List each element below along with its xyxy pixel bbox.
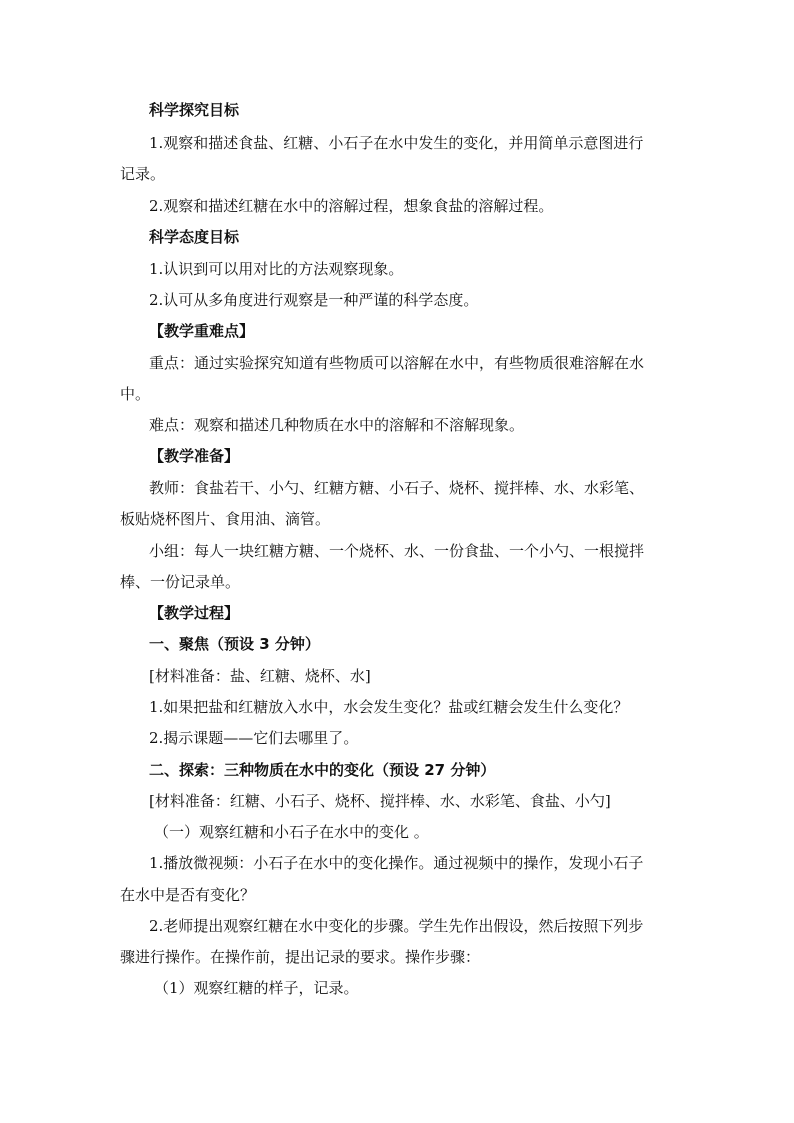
paragraph-line: 2.认可从多角度进行观察是一种严谨的科学态度。 (149, 291, 479, 309)
paragraph-line: 棒、一份记录单。 (120, 573, 241, 591)
paragraph-line: 1.播放微视频：小石子在水中的变化操作。通过视频中的操作，发现小石子 (149, 854, 644, 872)
paragraph-line: 1.认识到可以用对比的方法观察现象。 (149, 260, 404, 278)
heading-teaching-preparation: 【教学准备】 (149, 447, 240, 465)
paragraph-line: 1.如果把盐和红糖放入水中，水会发生变化？盐或红糖会发生什么变化？ (149, 698, 629, 716)
heading-section-focus: 一、聚焦（预设 3 分钟） (149, 635, 320, 653)
paragraph-line: 教师：食盐若干、小勺、红糖方糖、小石子、烧杯、搅拌棒、水、水彩笔、 (149, 479, 645, 497)
heading-science-inquiry-goals: 科学探究目标 (149, 101, 240, 119)
heading-key-difficulties: 【教学重难点】 (149, 322, 255, 340)
paragraph-line: （1）观察红糖的样子，记录。 (154, 979, 359, 997)
paragraph-line: 中。 (120, 385, 151, 403)
heading-section-explore: 二、探索：三种物质在水中的变化（预设 27 分钟） (149, 761, 496, 779)
paragraph-line: 在水中是否有变化？ (120, 886, 256, 904)
paragraph-line: 难点：观察和描述几种物质在水中的溶解和不溶解现象。 (149, 416, 525, 434)
paragraph-line: 1.观察和描述食盐、红糖、小石子在水中发生的变化，并用简单示意图进行 (149, 134, 644, 152)
paragraph-line: [材料准备：盐、红糖、烧杯、水] (149, 667, 371, 685)
paragraph-line: 重点：通过实验探究知道有些物质可以溶解在水中，有些物质很难溶解在水 (149, 354, 645, 372)
paragraph-line: 2.老师提出观察红糖在水中变化的步骤。学生先作出假设，然后按照下列步 (149, 917, 644, 935)
paragraph-line: 骤进行操作。在操作前，提出记录的要求。操作步骤： (120, 948, 481, 966)
heading-teaching-process: 【教学过程】 (149, 604, 240, 622)
paragraph-line: 2.揭示课题——它们去哪里了。 (149, 729, 359, 747)
paragraph-line: （一）观察红糖和小石子在水中的变化 。 (154, 823, 429, 841)
paragraph-line: [材料准备：红糖、小石子、烧杯、搅拌棒、水、水彩笔、食盐、小勺] (149, 792, 611, 810)
paragraph-line: 板贴烧杯图片、食用油、滴管。 (120, 510, 331, 528)
paragraph-line: 小组：每人一块红糖方糖、一个烧杯、水、一份食盐、一个小勺、一根搅拌 (149, 542, 645, 560)
paragraph-line: 2.观察和描述红糖在水中的溶解过程，想象食盐的溶解过程。 (149, 197, 554, 215)
paragraph-line: 记录。 (120, 165, 166, 183)
heading-science-attitude-goals: 科学态度目标 (149, 228, 240, 246)
